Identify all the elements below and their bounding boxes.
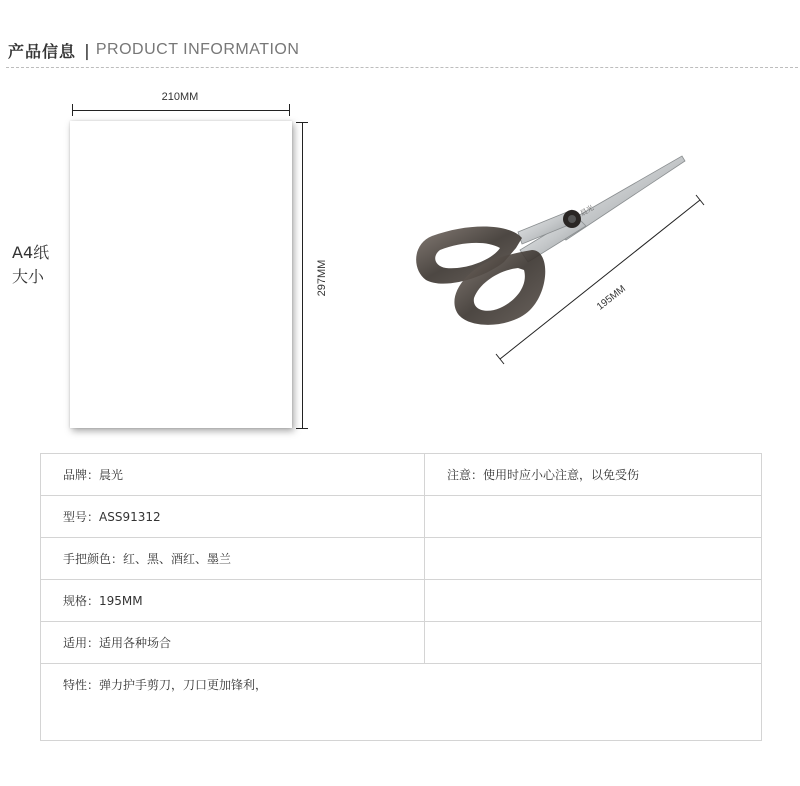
spec-handle-colors: 手把颜色：红、黑、酒红、墨兰 (41, 538, 425, 580)
spec-empty-cell (425, 580, 762, 622)
table-row (41, 622, 762, 664)
spec-caution: 注意：使用时应小心注意，以免受伤 (425, 454, 762, 496)
paper-width-dimension-cap-right (289, 104, 290, 116)
paper-height-dimension-cap-bottom (296, 428, 308, 429)
spec-brand: 品牌：晨光 (41, 454, 425, 496)
spec-usage: 适用：适用各种场合 (41, 622, 425, 664)
a4-size-caption-line1: A4纸 (12, 243, 50, 262)
a4-paper-image (70, 121, 292, 428)
header-title-cn: 产品信息 (8, 41, 77, 61)
paper-height-label: 297MM (316, 259, 328, 297)
table-row (41, 454, 762, 496)
spec-empty-cell (425, 538, 762, 580)
section-header (8, 38, 299, 62)
table-row (41, 580, 762, 622)
paper-height-dimension-line (302, 122, 303, 428)
scissors-image (400, 150, 720, 380)
scissors-length-dimension-cap-2 (696, 195, 704, 205)
spec-empty-cell (425, 496, 762, 538)
scissors-length-dimension-cap-1 (496, 354, 504, 364)
spec-empty-cell (425, 622, 762, 664)
spec-model: 型号：ASS91312 (41, 496, 425, 538)
table-row (41, 664, 762, 741)
paper-width-label: 210MM (161, 91, 199, 103)
table-row (41, 496, 762, 538)
a4-size-caption (12, 241, 49, 289)
spec-size: 规格：195MM (41, 580, 425, 622)
paper-width-dimension-cap-left (72, 104, 73, 116)
paper-height-dimension-cap-top (296, 122, 308, 123)
header-divider (6, 67, 798, 68)
scissors-logo: 晨光 (579, 203, 596, 218)
spec-table (40, 453, 762, 741)
table-row (41, 538, 762, 580)
header-separator: | (84, 40, 90, 60)
paper-width-dimension-line (72, 110, 290, 111)
header-title-en: PRODUCT INFORMATION (95, 41, 300, 58)
a4-size-caption-line2: 大小 (12, 267, 45, 286)
scissors-length-label: 195MM (594, 283, 628, 313)
scissors-handle-lower (454, 250, 545, 325)
spec-features: 特性：弹力护手剪刀，刀口更加锋利， (41, 664, 762, 741)
